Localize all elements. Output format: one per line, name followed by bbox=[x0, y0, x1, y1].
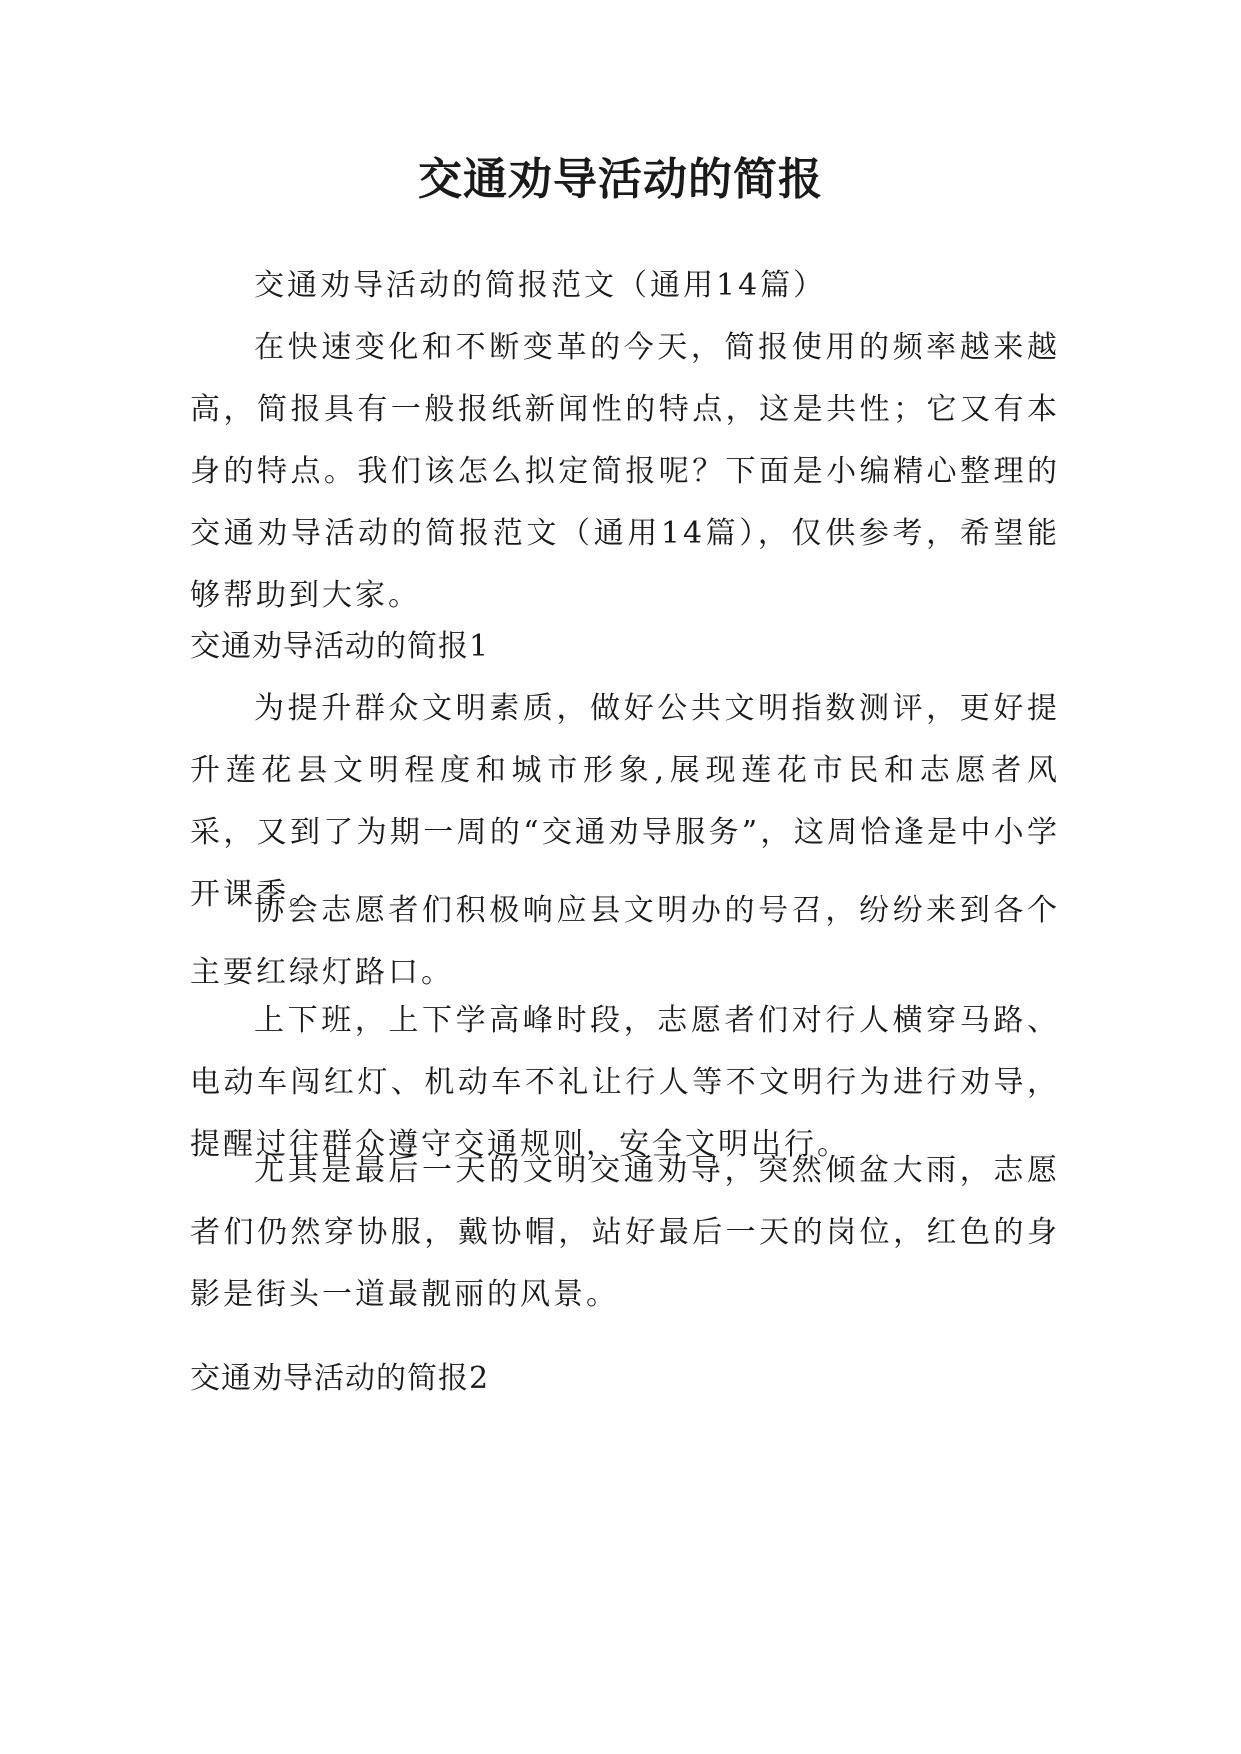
intro-paragraph: 在快速变化和不断变革的今天，简报使用的频率越来越高，简报具有一般报纸新闻性的特点，这是共性；它又有本身的特点。我们该怎么拟定简报呢？下面是小编精心整理的交通劝导活动的简报范文（通用14篇），仅供参考，希望能够帮助到大家。 bbox=[190, 330, 1060, 613]
section-heading-2: 交通劝导活动的简报2 bbox=[190, 1361, 490, 1396]
section-1-paragraph-1: 为提升群众文明素质，做好公共文明指数测评，更好提升莲花县文明程度和城市形象,展现莲花市民和志愿者风采，又到了为期一周的“交通劝导服务”，这周恰逢是中小学开课季。 bbox=[190, 691, 1060, 912]
section-1-paragraph-4: 尤其是最后一天的文明交通劝导，突然倾盆大雨，志愿者们仍然穿协服，戴协帽，站好最后一天的岗位，红色的身影是街头一道最靓丽的风景。 bbox=[190, 1153, 1060, 1312]
document-title: 交通劝导活动的简报 bbox=[418, 154, 823, 205]
section-1-paragraph-3: 上下班，上下学高峰时段，志愿者们对行人横穿马路、电动车闯红灯、机动车不礼让行人等不文明行为进行劝导，提醒过往群众遵守交通规则，安全文明出行。 bbox=[190, 1003, 1060, 1162]
section-1-paragraph-2: 协会志愿者们积极响应县文明办的号召，纷纷来到各个主要红绿灯路口。 bbox=[190, 893, 1060, 990]
document-subtitle: 交通劝导活动的简报范文（通用14篇） bbox=[254, 268, 827, 303]
section-heading-1: 交通劝导活动的简报1 bbox=[190, 629, 490, 664]
